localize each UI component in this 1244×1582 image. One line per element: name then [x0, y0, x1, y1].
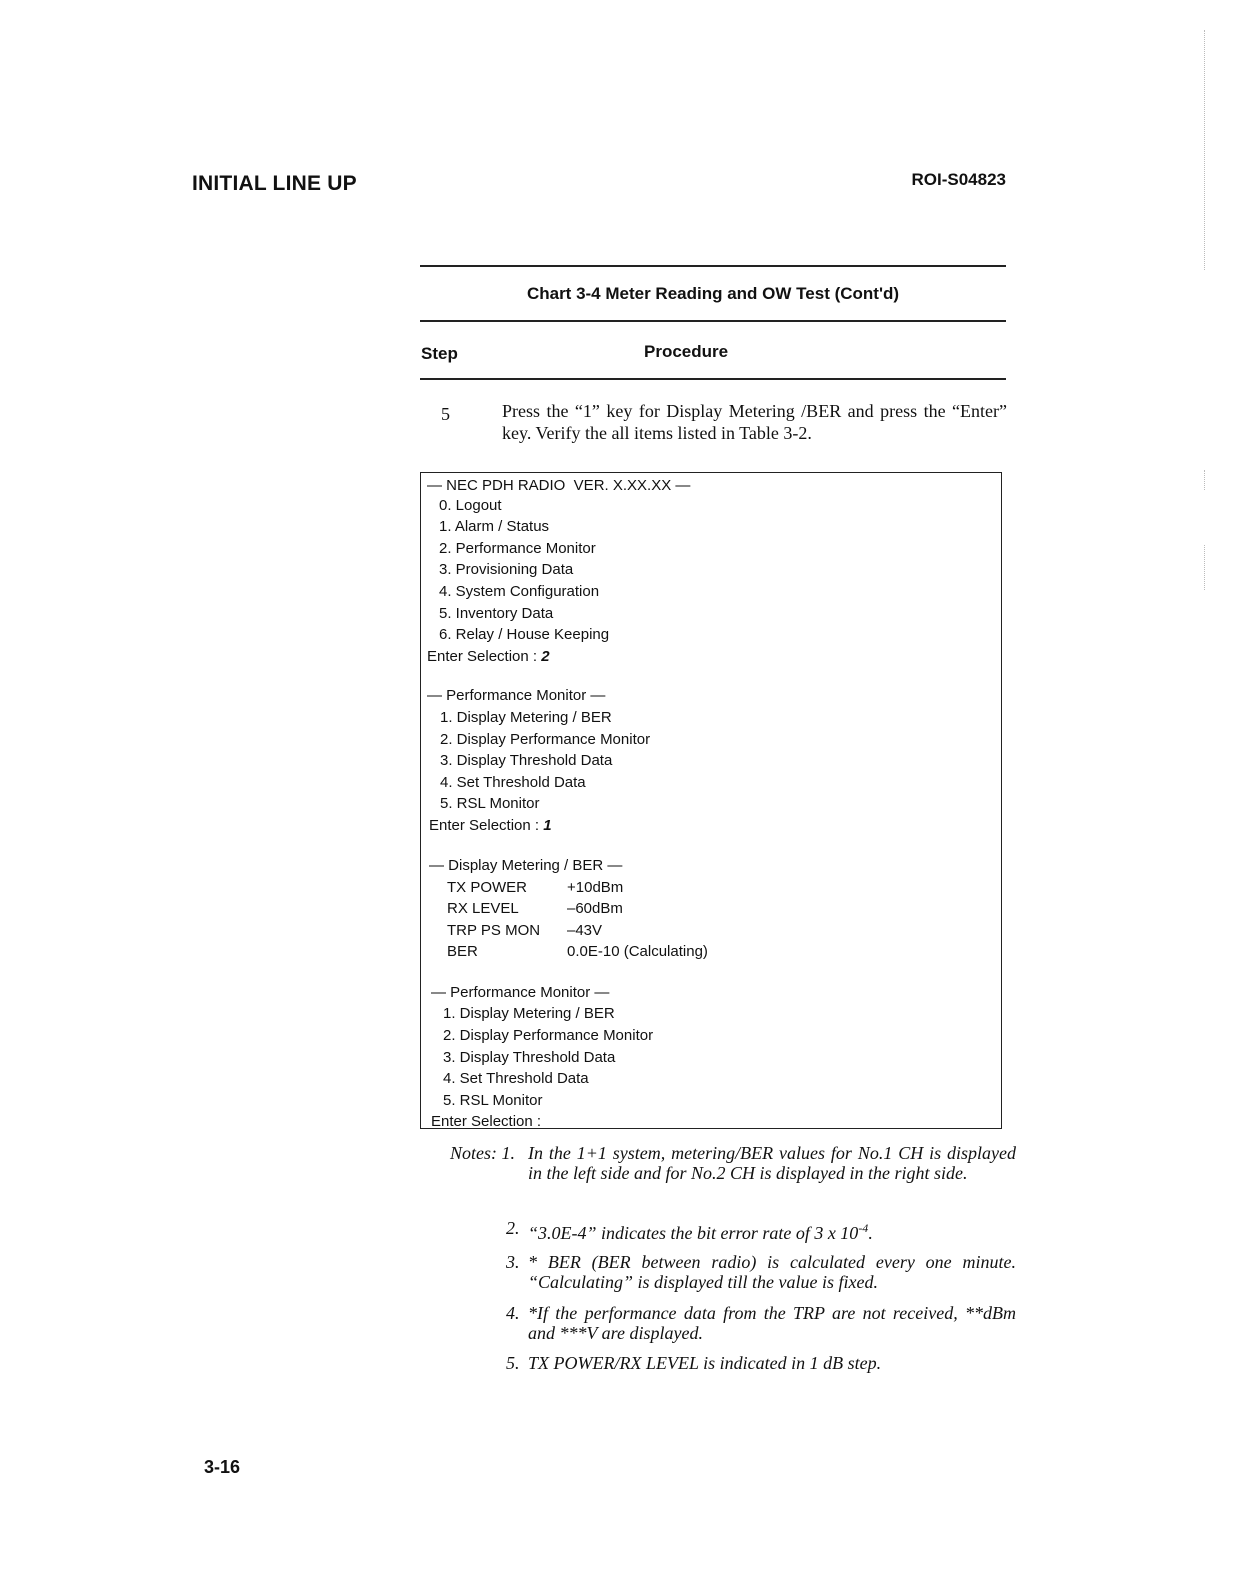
terminal-screen	[420, 472, 1002, 1129]
meter-value: 0.0E-10 (Calculating)	[567, 943, 708, 960]
pm-menu-item: 5. RSL Monitor	[440, 795, 540, 812]
meter-label: BER	[447, 943, 478, 960]
prompt-label: Enter Selection :	[429, 817, 544, 834]
column-header-procedure: Procedure	[644, 342, 729, 361]
enter-selection-prompt	[427, 648, 550, 666]
scan-edge-mark	[1204, 470, 1205, 490]
main-menu-title: — NEC PDH RADIO VER. X.XX.XX —	[427, 477, 691, 494]
meter-label: TX POWER	[447, 879, 528, 896]
meter-label: TRP PS MON	[447, 922, 541, 939]
pm-menu-item: 2. Display Performance Monitor	[440, 731, 651, 748]
chart-title: Chart 3-4 Meter Reading and OW Test (Cont'd)	[526, 284, 900, 303]
menu-item: 6. Relay / House Keeping	[439, 626, 610, 643]
menu-item: 0. Logout	[439, 497, 502, 514]
pm-menu-item: 1. Display Metering / BER	[440, 709, 612, 726]
note-5: TX POWER/RX LEVEL is indicated in 1 dB step.	[528, 1353, 882, 1373]
note-4-number: 4.	[506, 1303, 520, 1323]
note-2-end: .	[868, 1223, 873, 1243]
column-header-step: Step	[421, 344, 458, 363]
menu-item: 1. Alarm / Status	[439, 518, 550, 535]
note-4: *If the performance data from the TRP are not received, **dBm and ***V are displayed.	[528, 1303, 1016, 1343]
prompt-label: Enter Selection :	[427, 648, 542, 665]
notes-label: Notes: 1.	[450, 1143, 515, 1163]
scan-edge-mark	[1204, 30, 1205, 270]
header-rule	[420, 378, 1006, 380]
meter-label: RX LEVEL	[447, 900, 519, 917]
selection-value: 1	[543, 817, 552, 834]
menu-item: 2. Performance Monitor	[439, 540, 596, 557]
menu-item: 5. Inventory Data	[439, 605, 554, 622]
note-2-exponent: -4	[858, 1221, 869, 1235]
menu-item: 3. Provisioning Data	[439, 561, 574, 578]
scan-edge-mark	[1204, 545, 1205, 590]
enter-selection-prompt	[429, 817, 552, 835]
note-2-text: “3.0E-4” indicates the bit error rate of 3 x 10	[528, 1223, 859, 1243]
note-5-number: 5.	[506, 1353, 520, 1373]
pm-menu-item: 3. Display Threshold Data	[443, 1049, 616, 1066]
note-3: * BER (BER between radio) is calculated every one minute. “Calculating” is displayed till the value is fixed.	[528, 1252, 1016, 1292]
pm-menu-item: 5. RSL Monitor	[443, 1092, 543, 1109]
title-rule	[420, 320, 1006, 322]
step-instruction: Press the “1” key for Display Metering /BER and press the “Enter” key. Verify the all items listed in Table 3-2.	[502, 401, 1007, 443]
pm-menu-item: 3. Display Threshold Data	[440, 752, 613, 769]
pm-menu-item: 4. Set Threshold Data	[443, 1070, 589, 1087]
note-2	[528, 1218, 1016, 1243]
performance-monitor-title: — Performance Monitor —	[431, 984, 610, 1001]
step-number: 5	[441, 404, 450, 424]
note-3-number: 3.	[506, 1252, 520, 1272]
meter-value: +10dBm	[567, 879, 624, 896]
pm-menu-item: 2. Display Performance Monitor	[443, 1027, 654, 1044]
final-enter-selection-prompt: Enter Selection :	[431, 1113, 542, 1130]
section-title: INITIAL LINE UP	[192, 172, 357, 195]
metering-title: — Display Metering / BER —	[429, 857, 623, 874]
note-1: In the 1+1 system, metering/BER values for No.1 CH is displayed in the left side and for No.2 CH is displayed in the right side.	[528, 1143, 1016, 1183]
meter-value: –43V	[567, 922, 603, 939]
document-id: ROI-S04823	[911, 170, 1006, 189]
selection-value: 2	[541, 648, 550, 665]
pm-menu-item: 4. Set Threshold Data	[440, 774, 586, 791]
note-2-number: 2.	[506, 1218, 520, 1238]
performance-monitor-title: — Performance Monitor —	[427, 687, 606, 704]
menu-item: 4. System Configuration	[439, 583, 600, 600]
top-rule	[420, 265, 1006, 267]
meter-value: –60dBm	[567, 900, 623, 917]
pm-menu-item: 1. Display Metering / BER	[443, 1005, 615, 1022]
page-number: 3-16	[204, 1457, 241, 1477]
